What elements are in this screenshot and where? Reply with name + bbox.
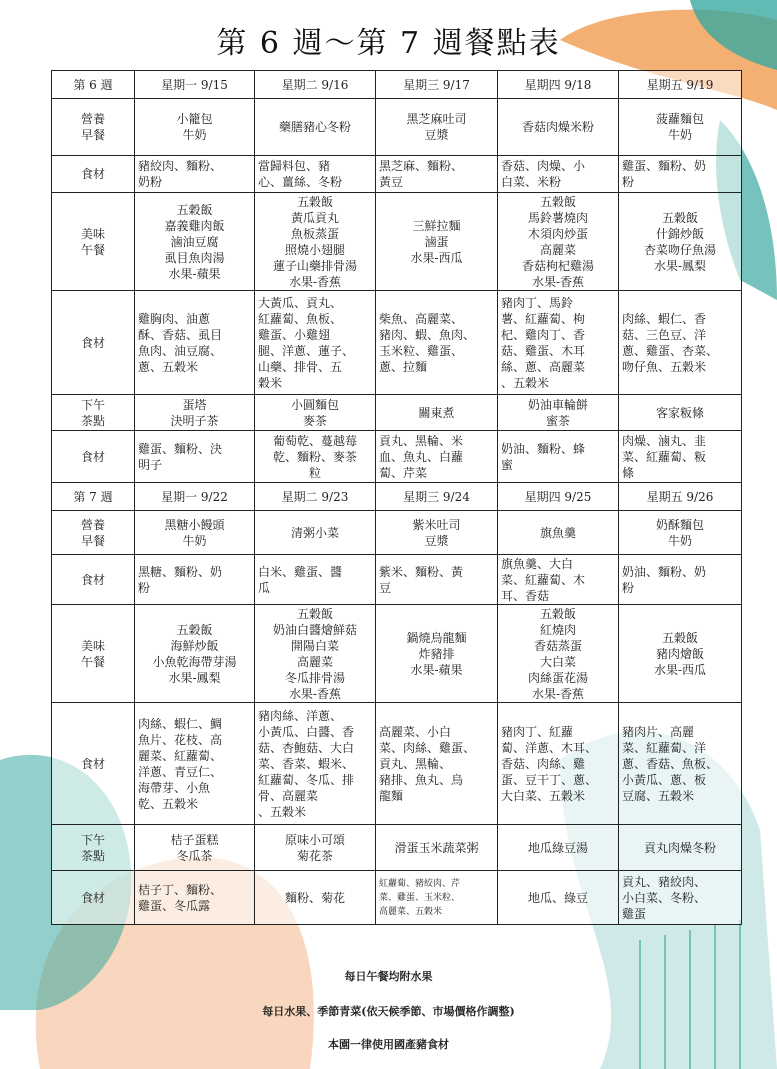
table-cell: 奶油、麵粉、奶 粉 — [619, 555, 742, 605]
table-cell: 地瓜綠豆湯 — [498, 825, 619, 871]
table-cell: 雞蛋、麵粉、決 明子 — [135, 431, 255, 483]
table-cell: 原味小可頌 菊花茶 — [255, 825, 376, 871]
table-cell: 貢丸、黑輪、米 血、魚丸、白蘿 蔔、芹菜 — [376, 431, 498, 483]
week7-lunch-ingredients-row — [52, 703, 742, 825]
table-cell: 蛋塔 決明子茶 — [135, 395, 255, 431]
table-cell: 滑蛋玉米蔬菜粥 — [376, 825, 498, 871]
week6-snack-ingredients-row — [52, 431, 742, 483]
week6-lunch-ingredients-row — [52, 291, 742, 395]
week6-breakfast-ingredients-row — [52, 156, 742, 193]
row-label: 下午 茶點 — [52, 395, 135, 431]
week7-day-fri: 星期五 9/26 — [619, 483, 742, 511]
table-cell: 黑糖、麵粉、奶 粉 — [135, 555, 255, 605]
table-cell: 桔子丁、麵粉、 雞蛋、冬瓜露 — [135, 871, 255, 925]
row-label: 食材 — [52, 156, 135, 193]
table-cell: 旗魚羹 — [498, 511, 619, 555]
row-label: 食材 — [52, 871, 135, 925]
table-cell: 五穀飯 奶油白醬燴鮮菇 開陽白菜 高麗菜 冬瓜排骨湯 水果-香蕉 — [255, 605, 376, 703]
table-cell: 當歸料包、豬 心、薑絲、冬粉 — [255, 156, 376, 193]
table-cell: 關東煮 — [376, 395, 498, 431]
week7-snack-ingredients-row — [52, 871, 742, 925]
week6-header-row — [52, 71, 742, 99]
table-cell: 五穀飯 嘉義雞肉飯 滷油豆腐 虱目魚肉湯 水果-蘋果 — [135, 193, 255, 291]
table-cell: 小籠包 牛奶 — [135, 99, 255, 156]
week7-header-row — [52, 483, 742, 511]
table-cell: 黑芝麻、麵粉、 黃豆 — [376, 156, 498, 193]
week7-day-thu: 星期四 9/25 — [498, 483, 619, 511]
footer-note-fruit: 每日午餐均附水果 — [344, 970, 433, 983]
row-label: 食材 — [52, 555, 135, 605]
table-cell: 五穀飯 豬肉燴飯 水果-西瓜 — [619, 605, 742, 703]
table-cell: 豬肉丁、紅蘿 蔔、洋蔥、木耳、 香菇、肉絲、雞 蛋、豆干丁、蔥、 大白菜、五穀米 — [498, 703, 619, 825]
table-cell: 紅蘿蔔、豬絞肉、芹 菜、雞蛋、玉米粒、 高麗菜、五穀米 — [376, 871, 498, 925]
table-cell: 五穀飯 海鮮炒飯 小魚乾海帶芽湯 水果-鳳梨 — [135, 605, 255, 703]
row-label: 食材 — [52, 431, 135, 483]
table-cell: 白米、雞蛋、醬 瓜 — [255, 555, 376, 605]
table-cell: 五穀飯 馬鈴薯燒肉 木須肉炒蛋 高麗菜 香菇枸杞雞湯 水果-香蕉 — [498, 193, 619, 291]
table-cell: 大黃瓜、貢丸、 紅蘿蔔、魚板、 雞蛋、小雞翅 腿、洋蔥、蓮子、 山藥、排骨、五 穀米 — [255, 291, 376, 395]
table-cell: 地瓜、綠豆 — [498, 871, 619, 925]
week6-label: 第 6 週 — [52, 71, 135, 99]
table-cell: 香菇、肉燥、小 白菜、米粉 — [498, 156, 619, 193]
table-cell: 貢丸、豬絞肉、 小白菜、冬粉、 雞蛋 — [619, 871, 742, 925]
table-cell: 奶油、麵粉、蜂 蜜 — [498, 431, 619, 483]
table-cell: 雞蛋、麵粉、奶 粉 — [619, 156, 742, 193]
table-cell: 紫米、麵粉、黃 豆 — [376, 555, 498, 605]
table-cell: 麵粉、菊花 — [255, 871, 376, 925]
table-cell: 豬肉丁、馬鈴 薯、紅蘿蔔、枸 杞、雞肉丁、香 菇、雞蛋、木耳 絲、蔥、高麗菜 、五穀米 — [498, 291, 619, 395]
table-cell: 肉絲、蝦仁、鯛 魚片、花枝、高 麗菜、紅蘿蔔、 洋蔥、青豆仁、 海帶芽、小魚 乾、五穀米 — [135, 703, 255, 825]
week6-day-wed: 星期三 9/17 — [376, 71, 498, 99]
meal-schedule-table — [51, 70, 742, 925]
row-label: 美味 午餐 — [52, 193, 135, 291]
row-label: 美味 午餐 — [52, 605, 135, 703]
table-cell: 豬肉片、高麗 菜、紅蘿蔔、洋 蔥、香菇、魚板、 小黃瓜、蔥、板 豆腐、五穀米 — [619, 703, 742, 825]
table-cell: 五穀飯 紅燒肉 香菇蒸蛋 大白菜 肉絲蛋花湯 水果-香蕉 — [498, 605, 619, 703]
table-cell: 紫米吐司 豆漿 — [376, 511, 498, 555]
table-cell: 桔子蛋糕 冬瓜茶 — [135, 825, 255, 871]
table-cell: 黑芝麻吐司 豆漿 — [376, 99, 498, 156]
week6-breakfast-row — [52, 99, 742, 156]
week6-day-thu: 星期四 9/18 — [498, 71, 619, 99]
week7-breakfast-ingredients-row — [52, 555, 742, 605]
week7-label: 第 7 週 — [52, 483, 135, 511]
table-cell: 藥膳豬心冬粉 — [255, 99, 376, 156]
table-cell: 豬絞肉、麵粉、 奶粉 — [135, 156, 255, 193]
table-cell: 客家粄條 — [619, 395, 742, 431]
week7-breakfast-row — [52, 511, 742, 555]
table-cell: 柴魚、高麗菜、 豬肉、蝦、魚肉、 玉米粒、雞蛋、 蔥、拉麵 — [376, 291, 498, 395]
table-cell: 清粥小菜 — [255, 511, 376, 555]
table-cell: 菠蘿麵包 牛奶 — [619, 99, 742, 156]
table-cell: 黑糖小饅頭 牛奶 — [135, 511, 255, 555]
week7-snack-row — [52, 825, 742, 871]
week6-day-tue: 星期二 9/16 — [255, 71, 376, 99]
table-cell: 五穀飯 黃瓜貢丸 魚板蒸蛋 照燒小翅腿 蓮子山藥排骨湯 水果-香蕉 — [255, 193, 376, 291]
week6-snack-row — [52, 395, 742, 431]
week7-day-mon: 星期一 9/22 — [135, 483, 255, 511]
table-cell: 肉燥、滷丸、韭 菜、紅蘿蔔、粄 條 — [619, 431, 742, 483]
table-cell: 旗魚羹、大白 菜、紅蘿蔔、木 耳、香菇 — [498, 555, 619, 605]
table-cell: 雞胸肉、油蔥 酥、香菇、虱目 魚肉、油豆腐、 蔥、五穀米 — [135, 291, 255, 395]
table-cell: 豬肉絲、洋蔥、 小黃瓜、白醬、香 菇、杏鮑菇、大白 菜、香菜、蝦米、 紅蘿蔔、冬瓜、排 骨、高麗菜 、五穀米 — [255, 703, 376, 825]
row-label: 營養 早餐 — [52, 511, 135, 555]
table-cell: 五穀飯 什錦炒飯 杏菜吻仔魚湯 水果-鳳梨 — [619, 193, 742, 291]
row-label: 食材 — [52, 703, 135, 825]
footer-note-pork: 本園一律使用國產豬食材 — [328, 1038, 449, 1051]
table-cell: 奶油車輪餅 蜜茶 — [498, 395, 619, 431]
week7-lunch-row — [52, 605, 742, 703]
table-cell: 葡萄乾、蔓越莓 乾、麵粉、麥茶 粒 — [255, 431, 376, 483]
table-cell: 高麗菜、小白 菜、肉絲、雞蛋、 貢丸、黑輪、 豬排、魚丸、烏 龍麵 — [376, 703, 498, 825]
week6-day-mon: 星期一 9/15 — [135, 71, 255, 99]
table-cell: 奶酥麵包 牛奶 — [619, 511, 742, 555]
week6-day-fri: 星期五 9/19 — [619, 71, 742, 99]
week6-lunch-row — [52, 193, 742, 291]
row-label: 下午 茶點 — [52, 825, 135, 871]
table-cell: 小圓麵包 麥茶 — [255, 395, 376, 431]
table-cell: 香菇肉燥米粉 — [498, 99, 619, 156]
table-cell: 鍋燒烏龍麵 炸豬排 水果-蘋果 — [376, 605, 498, 703]
table-cell: 三鮮拉麵 滷蛋 水果-西瓜 — [376, 193, 498, 291]
week7-day-tue: 星期二 9/23 — [255, 483, 376, 511]
week7-day-wed: 星期三 9/24 — [376, 483, 498, 511]
page-title: 第 6 週～第 7 週餐點表 — [216, 26, 561, 61]
table-cell: 貢丸肉燥冬粉 — [619, 825, 742, 871]
table-cell: 肉絲、蝦仁、香 菇、三色豆、洋 蔥、雞蛋、杏菜、 吻仔魚、五穀米 — [619, 291, 742, 395]
row-label: 營養 早餐 — [52, 99, 135, 156]
footer-note-vegetables: 每日水果、季節青菜(依天候季節、市場價格作調整) — [262, 1005, 515, 1018]
row-label: 食材 — [52, 291, 135, 395]
